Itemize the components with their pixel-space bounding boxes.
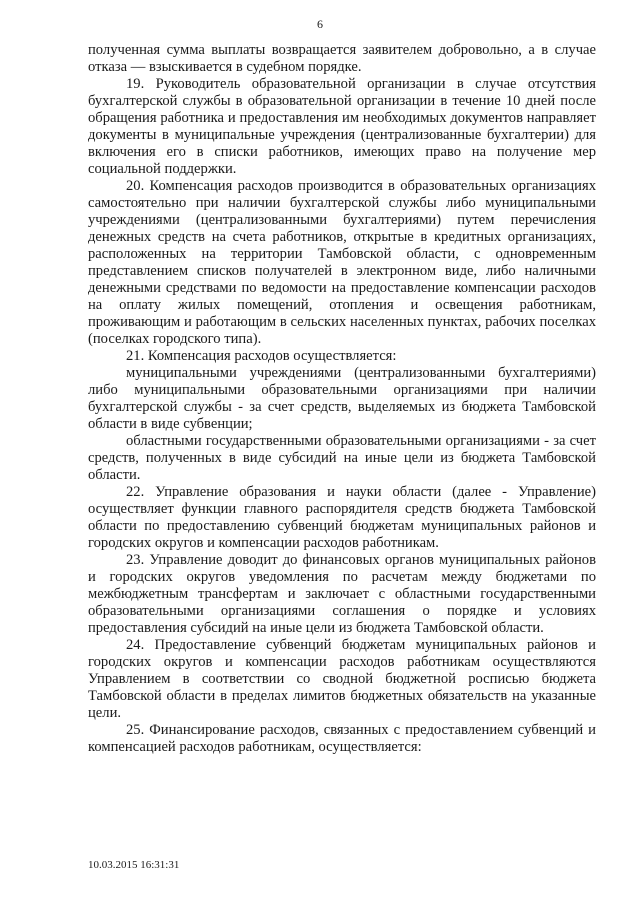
footer-timestamp: 10.03.2015 16:31:31 [88,859,180,871]
paragraph-22: 22. Управление образования и науки области (далее - Управление) осуществляет функции главного распорядителя средств бюджета Тамбовской области по предоставлению субвенций бюджетам муниципальных районов и городских округов и компенсации расходов работникам. [88,484,596,551]
paragraph-24: 24. Предоставление субвенций бюджетам муниципальных районов и городских округов и компенсации расходов работникам осуществляются Управлением в соответствии со сводной бюджетной росписью бюджета Тамбовской области в пределах лимитов бюджетных обязательств на указанные цели. [88,637,596,721]
paragraph-continuation: полученная сумма выплаты возвращается заявителем добровольно, а в случае отказа — взыскивается в судебном порядке. [88,42,596,75]
paragraph-19: 19. Руководитель образовательной организации в случае отсутствия бухгалтерской службы в образовательной организации в течение 10 дней после обращения работника и предоставления им необходимых документов направляет документы в муниципальные учреждения (централизованные бухгалтерии) для включения его в списки работников, имеющих право на получение мер социальной поддержки. [88,76,596,177]
page-number: 6 [317,17,323,31]
paragraph-21: 21. Компенсация расходов осуществляется: [126,348,397,364]
document-body [88,42,596,756]
paragraph-21-item-regional: областными государственными образовательными организациями - за счет средств, полученных в виде субсидий на иные цели из бюджета Тамбовской области. [88,433,596,483]
paragraph-25: 25. Финансирование расходов, связанных с предоставлением субвенций и компенсацией расходов работникам, осуществляется: [88,722,596,755]
paragraph-20: 20. Компенсация расходов производится в образовательных организациях самостоятельно при наличии бухгалтерской службы либо муниципальными учреждениями (централизованными бухгалтериями) путем перечисления денежных средств на счета работников, открытые в кредитных организациях, расположенных на территории Тамбовской области, с одновременным представлением списков получателей в электронном виде, либо наличными денежными средствами по ведомости на предоставление компенсации расходов на оплату жилых помещений, отопления и освещения работникам, проживающим и работающим в сельских населенных пунктах, рабочих поселках (поселках городского типа). [88,178,596,347]
paragraph-21-item-municipal: муниципальными учреждениями (централизованными бухгалтериями) либо муниципальными образовательными организациями при наличии бухгалтерской службы - за счет средств, выделяемых из бюджета Тамбовской области в виде субвенции; [88,365,596,432]
paragraph-23: 23. Управление доводит до финансовых органов муниципальных районов и городских округов уведомления по расчетам между бюджетами по межбюджетным трансфертам и заключает с областными государственными образовательными организациями соглашения о порядке и условиях предоставления субсидий на иные цели из бюджета Тамбовской области. [88,552,596,636]
